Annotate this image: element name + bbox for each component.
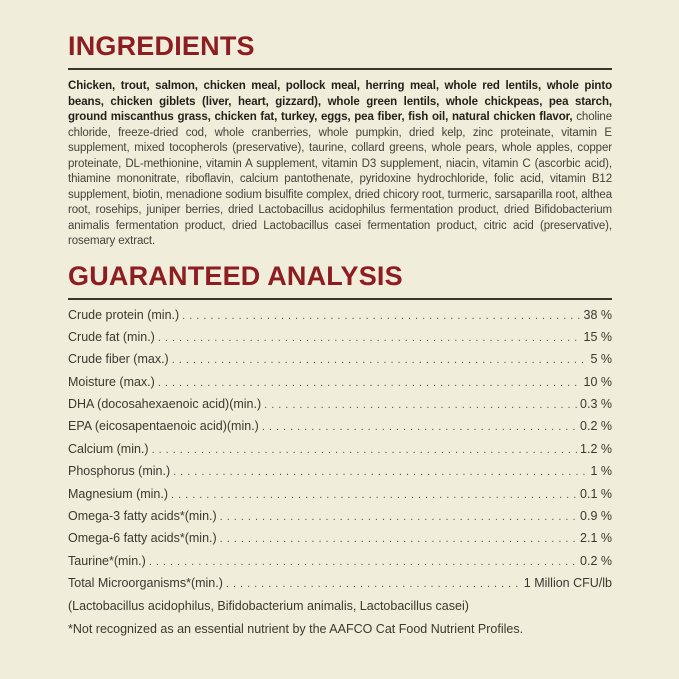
analysis-row (68, 550, 612, 572)
ingredients-text (68, 79, 612, 250)
analysis-row-value: 1 % (590, 464, 612, 479)
dot-leader (171, 484, 577, 505)
analysis-row (68, 415, 612, 437)
analysis-row-label: Omega-3 fatty acids*(min.) (68, 509, 217, 524)
aafco-footnote: *Not recognized as an essential nutrient by the AAFCO Cat Food Nutrient Profiles. (68, 621, 524, 636)
dot-leader (152, 439, 577, 460)
analysis-row (68, 326, 612, 348)
analysis-row-value: 10 % (583, 374, 612, 389)
analysis-row-value: 5 % (590, 352, 612, 367)
analysis-row-value: 0.2 % (580, 419, 612, 434)
ingredients-secondary-list: choline chloride, freeze-dried cod, whole cranberries, whole pumpkin, dried kelp, zinc proteinate, vitamin E supplement, mixed tocopherols (preservative), taurine, collard greens, whole pears, whole apples, copper proteinate, DL-methionine, vitamin A supplement, vitamin D3 supplement, niacin, vitamin C (ascorbic acid), thiamine mononitrate, riboflavin, calcium pantothenate, pyridoxine hydrochloride, folic acid, vitamin B12 supplement, biotin, menadione sodium bisulfite complex, dried chicory root, turmeric, sarsaparilla root, althea root, rosehips, juniper berries, dried Lactobacillus acidophilus fermentation product, dried Bifidobacterium animalis fermentation product, dried Lactobacillus casei fermentation product, citric acid (preservative), rosemary extract. (68, 111, 612, 247)
analysis-row-value: 0.2 % (580, 553, 612, 568)
dot-leader (182, 305, 580, 326)
analysis-row-value: 0.1 % (580, 486, 612, 501)
ingredients-divider (68, 68, 612, 70)
dot-leader (158, 327, 581, 348)
analysis-row-value: 15 % (583, 329, 612, 344)
analysis-row-label: Crude fat (min.) (68, 329, 155, 344)
analysis-row (68, 371, 612, 393)
dot-leader (262, 416, 577, 437)
analysis-row (68, 483, 612, 505)
analysis-row-label: Taurine*(min.) (68, 553, 146, 568)
analysis-row-value: 1.2 % (580, 441, 612, 456)
analysis-row (68, 304, 612, 326)
analysis-row-label: Calcium (min.) (68, 441, 149, 456)
analysis-row-label: EPA (eicosapentaenoic acid)(min.) (68, 419, 259, 434)
analysis-row-label: Crude protein (min.) (68, 307, 180, 322)
dot-leader (172, 349, 588, 370)
dot-leader (220, 528, 577, 549)
dot-leader (226, 573, 521, 594)
guaranteed-analysis-title: GUARANTEED ANALYSIS (68, 260, 403, 291)
analysis-row (68, 348, 612, 370)
microorganisms-species-note: (Lactobacillus acidophilus, Bifidobacterium animalis, Lactobacillus casei) (68, 598, 469, 613)
ingredients-title: INGREDIENTS (68, 31, 255, 61)
analysis-row (68, 393, 612, 415)
dot-leader (149, 551, 577, 572)
analysis-row-label: Moisture (max.) (68, 374, 155, 389)
analysis-row-value: 0.3 % (580, 397, 612, 412)
analysis-row-label: DHA (docosahexaenoic acid)(min.) (68, 397, 262, 412)
dot-leader (173, 461, 587, 482)
analysis-row-label: Total Microorganisms*(min.) (68, 576, 223, 591)
analysis-row-value: 1 Million CFU/lb (523, 576, 612, 591)
analysis-row-value: 38 % (583, 307, 612, 322)
analysis-row-value: 2.1 % (580, 531, 612, 546)
ingredients-section (68, 33, 612, 250)
analysis-row (68, 460, 612, 482)
ingredients-primary-list: Chicken, trout, salmon, chicken meal, pollock meal, herring meal, whole red lentils, whole pinto beans, chicken giblets (liver, heart, gizzard), whole green lentils, whole chickpeas, pea starch, ground miscanthus grass, chicken fat, turkey, eggs, pea fiber, fish oil, natural chicken flavor, (68, 80, 612, 123)
analysis-row-label: Magnesium (min.) (68, 486, 169, 501)
analysis-row-label: Phosphorus (min.) (68, 464, 171, 479)
guaranteed-analysis-section (68, 260, 612, 639)
dot-leader (220, 506, 577, 527)
analysis-row (68, 527, 612, 549)
guaranteed-analysis-divider (68, 298, 612, 300)
analysis-row (68, 572, 612, 594)
analysis-row (68, 438, 612, 460)
dot-leader (158, 372, 581, 393)
analysis-row-label: Omega-6 fatty acids*(min.) (68, 531, 217, 546)
analysis-row (68, 505, 612, 527)
dot-leader (264, 394, 577, 415)
analysis-row-label: Crude fiber (max.) (68, 352, 169, 367)
analysis-table (68, 304, 612, 595)
analysis-row-value: 0.9 % (580, 509, 612, 524)
